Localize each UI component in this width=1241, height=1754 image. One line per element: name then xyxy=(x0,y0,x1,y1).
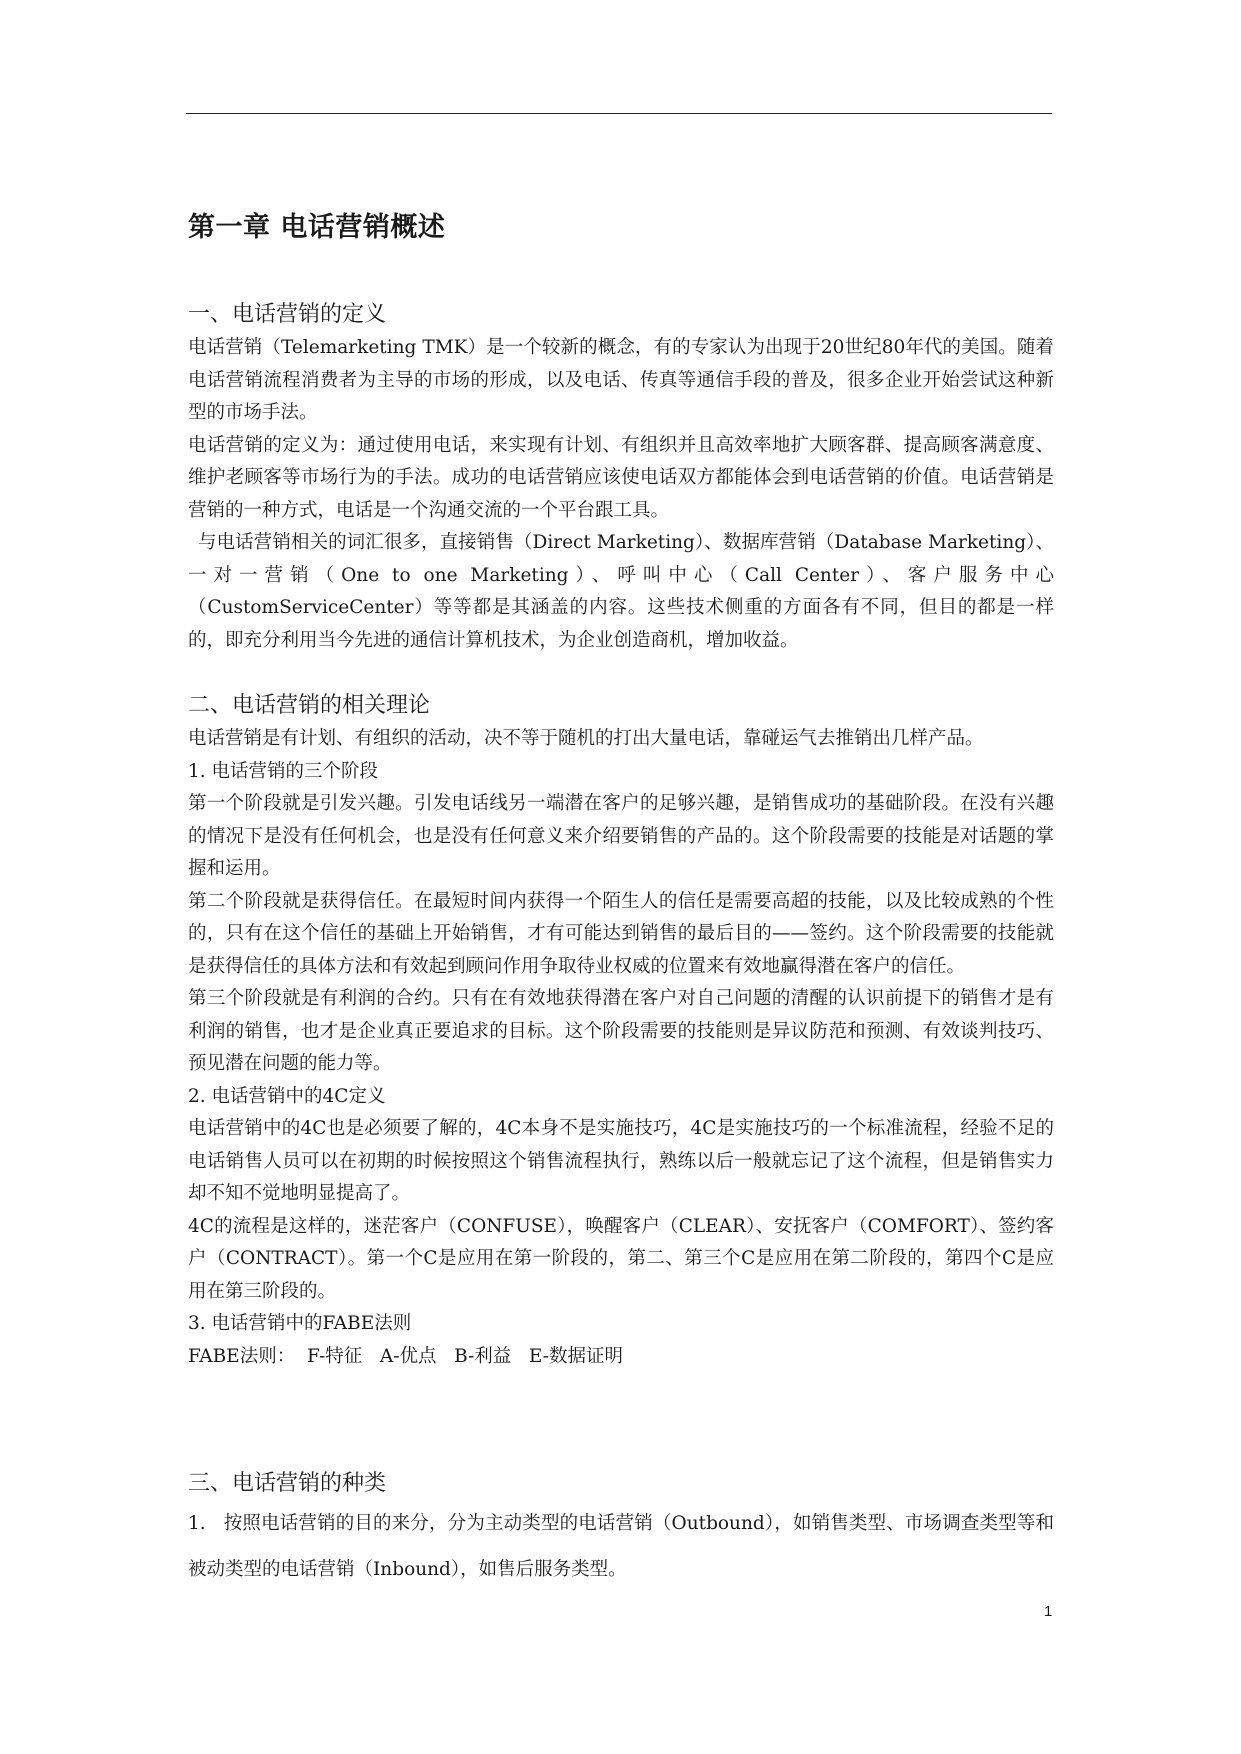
section-heading-theory: 二、电话营销的相关理论 xyxy=(188,693,431,718)
subheading-4c: 2. 电话营销中的4C定义 xyxy=(188,1085,386,1107)
section-theory xyxy=(188,689,1054,1373)
subheading-three-stages: 1. 电话营销的三个阶段 xyxy=(188,760,379,782)
paragraph-4c-definition: 电话营销中的4C也是必须要了解的，4C本身不是实施技巧，4C是实施技巧的一个标准流程，经验不足的电话销售人员可以在初期的时候按照这个销售流程执行，熟练以后一般就忘记了这个流程，但是销售实力却不知不觉地明显提高了。 xyxy=(188,1118,1054,1204)
paragraph-theory-intro: 电话营销是有计划、有组织的活动，决不等于随机的打出大量电话，靠碰运气去推销出几样产品。 xyxy=(188,728,984,749)
section-definition xyxy=(188,298,1054,657)
section-types xyxy=(188,1467,1054,1593)
section-heading-definition: 一、电话营销的定义 xyxy=(188,302,387,327)
subheading-fabe: 3. 电话营销中的FABE法则 xyxy=(188,1313,412,1334)
paragraph-related-terms: 与电话营销相关的词汇很多，直接销售（Direct Marketing）、数据库营销（Database Marketing）、一对一营销（One to one Marketing）、呼叫中心（Call Center）、客户服务中心（CustomServiceCenter）等等都是其涵盖的内容。这些技术侧重的方面各有不同，但目的都是一样的，即充分利用当今先进的通信计算机技术，为企业创造商机，增加收益。 xyxy=(188,532,1054,651)
paragraph-definition-main: 电话营销的定义为：通过使用电话，来实现有计划、有组织并且高效率地扩大顾客群、提高顾客满意度、维护老顾客等市场行为的手法。成功的电话营销应该使电话双方都能体会到电话营销的价值。电话营销是营销的一种方式，电话是一个沟通交流的一个平台跟工具。 xyxy=(188,434,1054,521)
chapter-title: 第一章 电话营销概述 xyxy=(188,212,446,243)
paragraph-fabe-rule: FABE法则： F-特征 A-优点 B-利益 E-数据证明 xyxy=(188,1345,624,1367)
paragraph-definition-intro: 电话营销（Telemarketing TMK）是一个较新的概念，有的专家认为出现于20世纪80年代的美国。随着电话营销流程消费者为主导的市场的形成，以及电话、传真等通信手段的普及，很多企业开始尝试这种新型的市场手法。 xyxy=(188,337,1054,423)
paragraph-types-by-purpose: 1. 按照电话营销的目的来分，分为主动类型的电话营销（Outbound），如销售类型、市场调查类型等和被动类型的电话营销（Inbound），如售后服务类型。 xyxy=(188,1513,1054,1580)
paragraph-4c-process: 4C的流程是这样的，迷茫客户（CONFUSE），唤醒客户（CLEAR）、安抚客户（COMFORT）、签约客户（CONTRACT）。第一个C是应用在第一阶段的，第二、第三个C是应用在第二阶段的，第四个C是应用在第三阶段的。 xyxy=(188,1215,1054,1302)
page-number: 1 xyxy=(1044,1603,1053,1620)
header-rule xyxy=(186,113,1052,114)
section-heading-types: 三、电话营销的种类 xyxy=(188,1471,387,1496)
paragraph-stage-three: 第三个阶段就是有利润的合约。只有在有效地获得潜在客户对自己问题的清醒的认识前提下的销售才是有利润的销售，也才是企业真正要追求的目标。这个阶段需要的技能则是异议防范和预测、有效谈判技巧、预见潜在问题的能力等。 xyxy=(188,988,1054,1074)
paragraph-stage-two: 第二个阶段就是获得信任。在最短时间内获得一个陌生人的信任是需要高超的技能，以及比较成熟的个性的，只有在这个信任的基础上开始销售，才有可能达到销售的最后目的——签约。这个阶段需要的技能就是获得信任的具体方法和有效起到顾问作用争取待业权威的位置来有效地赢得潜在客户的信任。 xyxy=(188,890,1054,977)
paragraph-stage-one: 第一个阶段就是引发兴趣。引发电话线另一端潜在客户的足够兴趣，是销售成功的基础阶段。在没有兴趣的情况下是没有任何机会，也是没有任何意义来介绍要销售的产品的。这个阶段需要的技能是对话题的掌握和运用。 xyxy=(188,793,1054,879)
